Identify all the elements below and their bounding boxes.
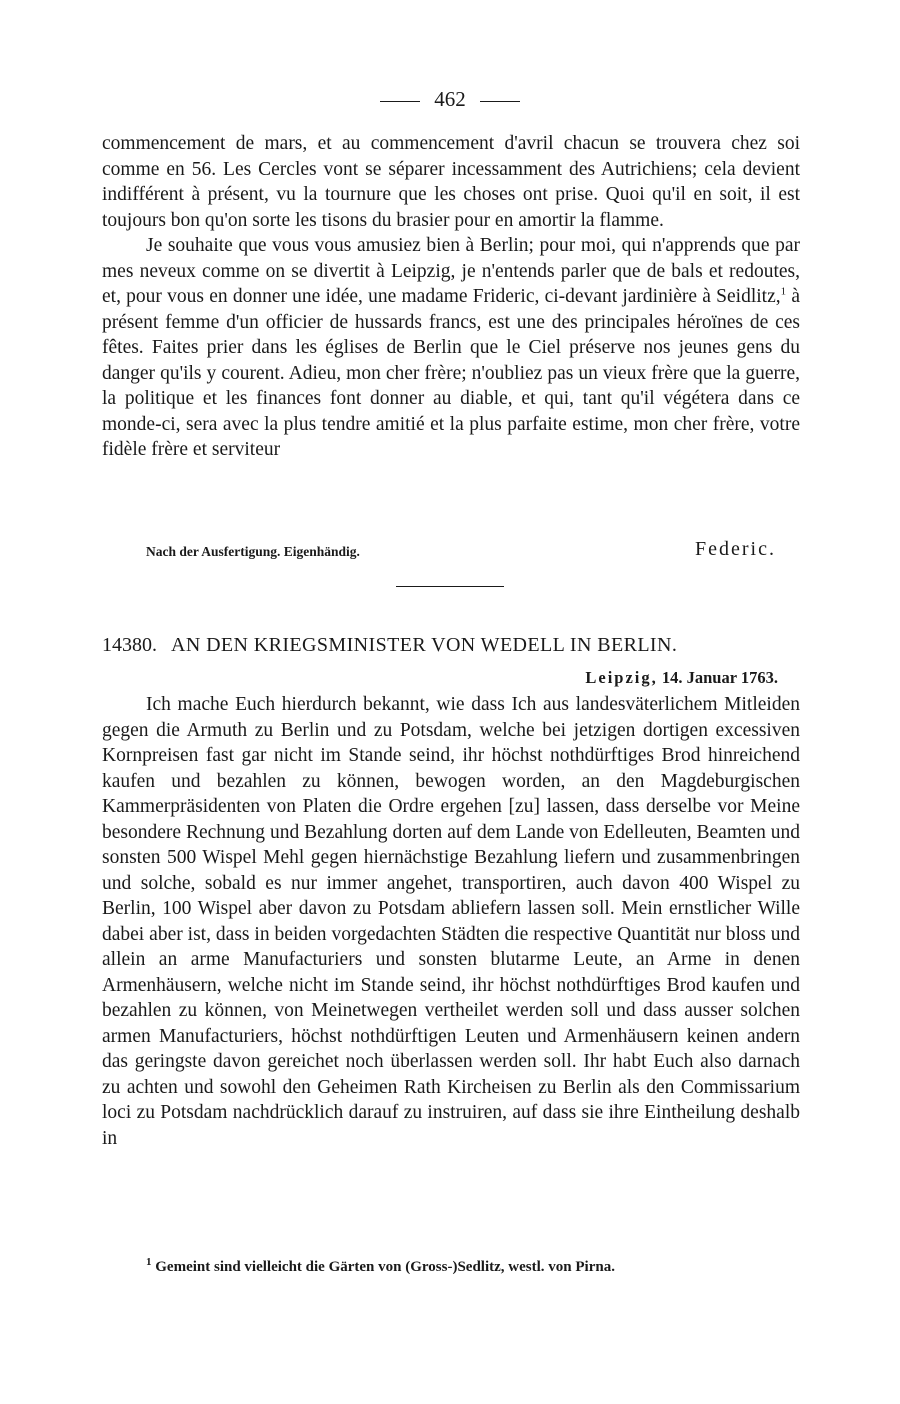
letter-heading — [102, 632, 800, 658]
header-rule-left — [380, 101, 420, 102]
source-note: Nach der Ausfertigung. Eigenhändig. — [146, 544, 360, 559]
previous-letter-text — [102, 131, 800, 463]
paragraph: commencement de mars, et au commencement d'avril chacun se trouvera chez soi comme en 56. Les Cercles vont se séparer incessamment des Autrichiens; cela devient indifférent à présent, vu la tournure que les choses ont prise. Quoi qu'il en soit, il est toujours bon qu'on sorte les tisons du brasier pour en amortir la flamme. — [102, 133, 800, 231]
paragraph: Ich mache Euch hierdurch bekannt, wie dass Ich aus landesväterlichem Mitleiden gegen die Armuth zu Berlin und zu Potsdam, welche bei jetzigen dortigen excessiven Kornpreisen fast gar nicht im Stande seind, ihr höchst nothdürftiges Brod hinreichend kaufen und bezahlen zu können, bewogen worden, an den Magdeburgischen Kammerpräsidenten von Platen die Ordre ergehen [zu] lassen, dass derselbe vor Meine besondere Rechnung und Bezahlung dorten auf dem Lande von Edelleuten, Beamten und sonsten 500 Wispel Mehl gegen hiernächstige Bezahlung liefern und zusammenbringen und solche, sobald es nur immer angehet, transportiren, auch davon 400 Wispel zu Berlin, 100 Wispel aber davon zu Potsdam abliefern lassen soll. Mein ernstlicher Wille dabei aber ist, dass in beiden vorgedachten Städten die respective Quantität nur bloss und allein an arme Manufacturiers und sonsten blutarme Leute, an Arme in denen Armenhäusern, welche nicht im Stande seind, ihr höchst nothdürftiges Brod kaufen und bezahlen zu können, von Meinetwegen vertheilet werden soll und dass ausser solchen armen Manufacturiers, höchst nothdürftigen Leuten und Armenhäusern keinen andern das geringste davon gereichet noch überlassen werden soll. Ihr habt Euch also darnach zu achten und sowohl den Geheimen Rath Kircheisen zu Berlin als den Commissarium loci zu Potsdam nachdrücklich darauf zu instruiren, auf dass sie ihre Eintheilung deshalb in — [102, 694, 800, 1149]
letter-dateline — [585, 668, 778, 688]
header-rule-right — [480, 101, 520, 102]
page-number: 462 — [434, 87, 466, 111]
date-place: Leipzig, — [585, 668, 658, 687]
footnote-text: Gemeint sind vielleicht die Gärten von (Gross-)Sedlitz, westl. von Pirna. — [155, 1259, 615, 1275]
letter-body — [102, 692, 800, 1151]
section-divider — [396, 586, 504, 587]
paragraph — [102, 233, 800, 463]
footnote — [146, 1256, 800, 1278]
letter-number: 14380. — [102, 634, 157, 656]
page-header — [0, 86, 900, 112]
source-line — [146, 538, 800, 564]
paragraph-text: Je souhaite que vous vous amusiez bien à Berlin; pour moi, qui n'apprends que par mes neveux comme on se divertit à Leipzig, je n'entends parler que de bals et redoutes, et, pour vous en donner une idée, une madame Frideric, ci-devant jardinière à Seidlitz, — [102, 235, 800, 307]
footnote-reference: 1 — [780, 285, 787, 298]
date-text: 14. Januar 1763. — [661, 668, 778, 687]
signature: Federic. — [695, 538, 776, 560]
footnote-marker: 1 — [146, 1256, 152, 1268]
letter-addressee: AN DEN KRIEGSMINISTER VON WEDELL IN BERLIN. — [171, 634, 678, 656]
paragraph-text: à présent femme d'un officier de hussards francs, est une des principales héroïnes de ces fêtes. Faites prier dans les églises de Berlin que le Ciel préserve nos jeunes gens du danger qu'ils y courent. Adieu, mon cher frère; n'oubliez pas un vieux frère que la guerre, la politique et les finances font donner au diable, et qui, tant qu'il végétera dans ce monde-ci, sera avec la plus tendre amitié et la plus parfaite estime, mon cher frère, votre fidèle frère et serviteur — [102, 286, 800, 460]
